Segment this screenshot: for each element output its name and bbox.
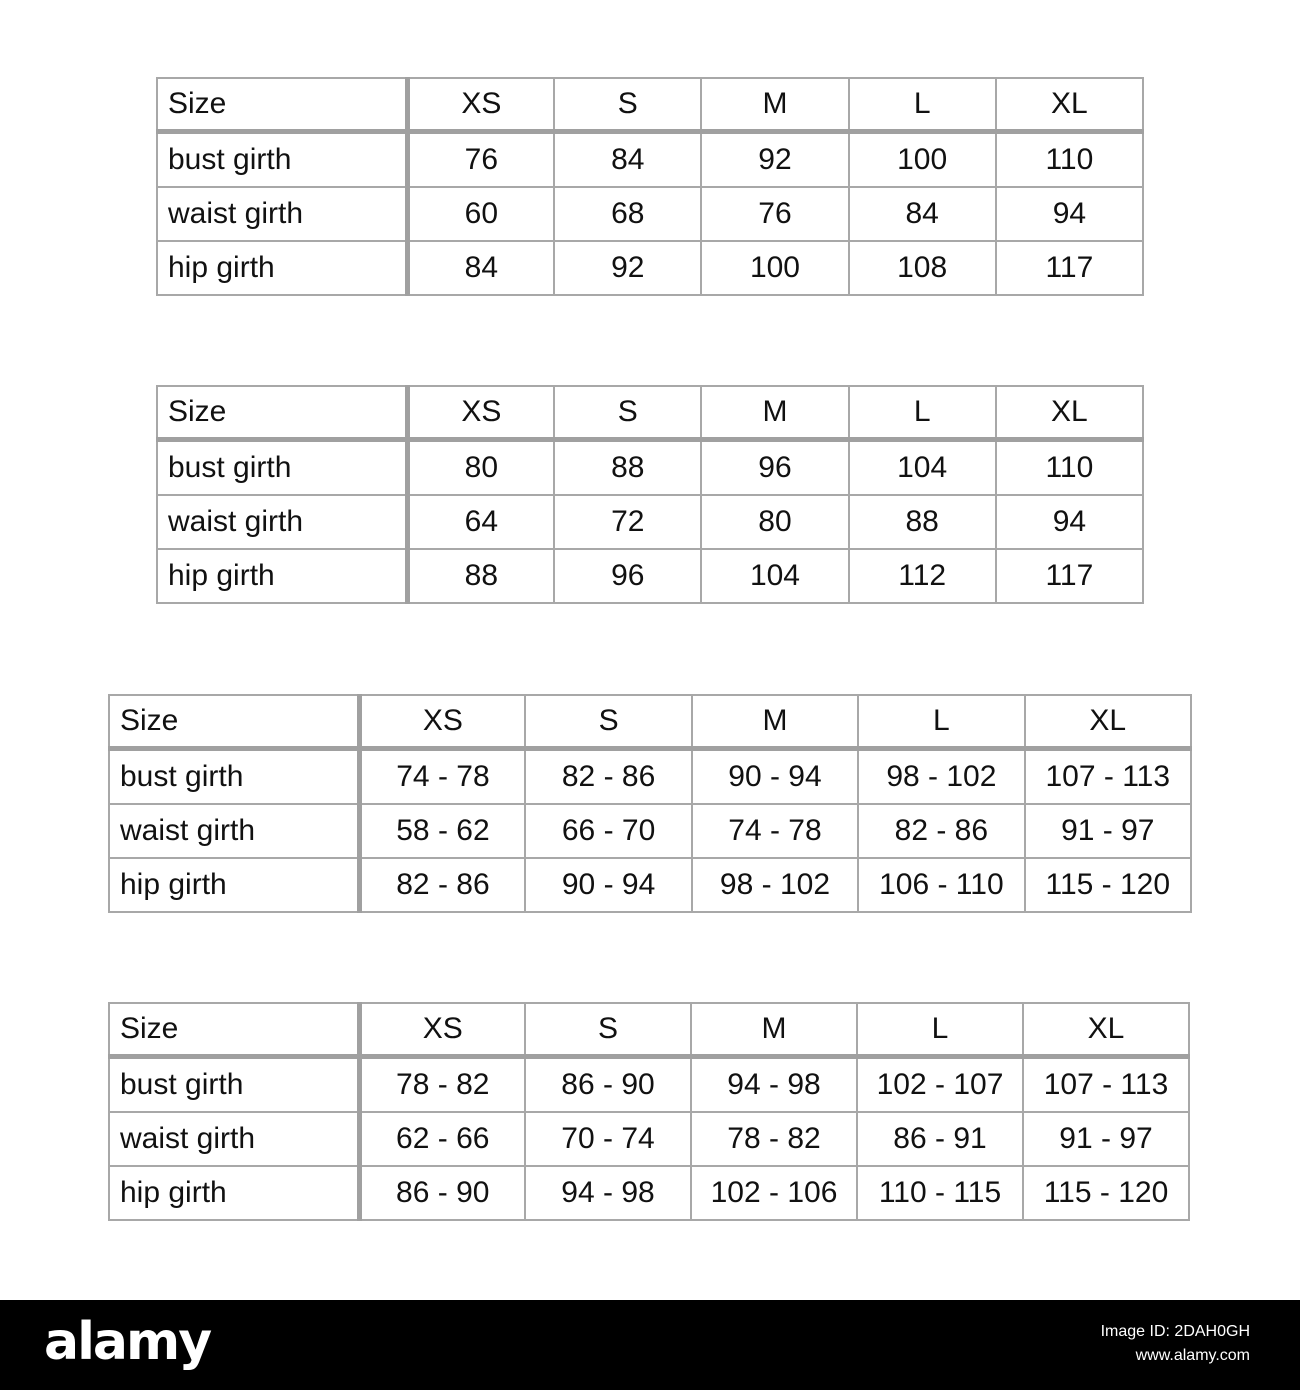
footer-bar (0, 1300, 1300, 1390)
cell-xs: 78 - 82 (359, 1057, 525, 1113)
cell-xs: 60 (407, 187, 554, 241)
header-size-label: Size (157, 386, 407, 440)
cell-xs: 74 - 78 (359, 749, 525, 805)
header-m: M (701, 78, 848, 132)
cell-m: 80 (701, 495, 848, 549)
cell-l: 106 - 110 (858, 858, 1024, 912)
cell-xl: 110 (996, 132, 1143, 188)
size-chart-4 (108, 1002, 1190, 1221)
row-label: waist girth (157, 495, 407, 549)
header-size-label: Size (157, 78, 407, 132)
header-xs: XS (407, 386, 554, 440)
cell-m: 90 - 94 (692, 749, 858, 805)
header-s: S (525, 1003, 691, 1057)
cell-m: 78 - 82 (691, 1112, 857, 1166)
cell-xl: 115 - 120 (1023, 1166, 1189, 1220)
cell-xl: 94 (996, 495, 1143, 549)
cell-m: 76 (701, 187, 848, 241)
header-l: L (858, 695, 1024, 749)
cell-xs: 86 - 90 (359, 1166, 525, 1220)
cell-s: 68 (554, 187, 701, 241)
header-l: L (849, 386, 996, 440)
row-label: hip girth (109, 858, 359, 912)
row-label: hip girth (157, 241, 407, 295)
cell-l: 88 (849, 495, 996, 549)
header-row (157, 78, 1143, 132)
cell-s: 70 - 74 (525, 1112, 691, 1166)
header-xs: XS (407, 78, 554, 132)
table-row-waist (109, 804, 1191, 858)
table-row-hip (109, 858, 1191, 912)
header-xl: XL (1023, 1003, 1189, 1057)
cell-m: 92 (701, 132, 848, 188)
header-xs: XS (359, 695, 525, 749)
cell-s: 72 (554, 495, 701, 549)
table-row-bust (157, 440, 1143, 496)
cell-m: 74 - 78 (692, 804, 858, 858)
cell-l: 98 - 102 (858, 749, 1024, 805)
cell-l: 100 (849, 132, 996, 188)
row-label: bust girth (157, 440, 407, 496)
row-label: waist girth (109, 1112, 359, 1166)
row-label: bust girth (109, 749, 359, 805)
header-row (157, 386, 1143, 440)
cell-s: 82 - 86 (525, 749, 691, 805)
cell-xs: 84 (407, 241, 554, 295)
header-row (109, 695, 1191, 749)
table-row-waist (109, 1112, 1189, 1166)
cell-l: 108 (849, 241, 996, 295)
cell-xs: 80 (407, 440, 554, 496)
cell-m: 96 (701, 440, 848, 496)
cell-xl: 117 (996, 241, 1143, 295)
cell-xl: 110 (996, 440, 1143, 496)
cell-s: 96 (554, 549, 701, 603)
cell-m: 94 - 98 (691, 1057, 857, 1113)
cell-xs: 64 (407, 495, 554, 549)
header-m: M (701, 386, 848, 440)
cell-s: 90 - 94 (525, 858, 691, 912)
header-s: S (554, 386, 701, 440)
cell-xs: 82 - 86 (359, 858, 525, 912)
table-row-waist (157, 187, 1143, 241)
cell-l: 82 - 86 (858, 804, 1024, 858)
cell-m: 102 - 106 (691, 1166, 857, 1220)
header-xl: XL (1025, 695, 1191, 749)
cell-xl: 107 - 113 (1025, 749, 1191, 805)
header-m: M (691, 1003, 857, 1057)
cell-xs: 58 - 62 (359, 804, 525, 858)
cell-s: 92 (554, 241, 701, 295)
row-label: bust girth (109, 1057, 359, 1113)
cell-s: 94 - 98 (525, 1166, 691, 1220)
header-s: S (525, 695, 691, 749)
table-row-hip (109, 1166, 1189, 1220)
cell-xs: 76 (407, 132, 554, 188)
table-row-bust (109, 1057, 1189, 1113)
cell-xl: 91 - 97 (1025, 804, 1191, 858)
cell-xl: 91 - 97 (1023, 1112, 1189, 1166)
cell-xl: 115 - 120 (1025, 858, 1191, 912)
cell-m: 98 - 102 (692, 858, 858, 912)
table-row-bust (157, 132, 1143, 188)
row-label: waist girth (157, 187, 407, 241)
cell-l: 86 - 91 (857, 1112, 1023, 1166)
cell-xs: 88 (407, 549, 554, 603)
header-m: M (692, 695, 858, 749)
row-label: hip girth (109, 1166, 359, 1220)
row-label: waist girth (109, 804, 359, 858)
site-url-text: www.alamy.com (1135, 1347, 1250, 1364)
cell-xl: 117 (996, 549, 1143, 603)
image-id-block (1101, 1320, 1250, 1368)
cell-l: 110 - 115 (857, 1166, 1023, 1220)
image-id-text: Image ID: 2DAH0GH (1100, 1323, 1250, 1340)
table-row-hip (157, 241, 1143, 295)
brand-logo: alamy (44, 1312, 211, 1372)
header-l: L (849, 78, 996, 132)
header-l: L (857, 1003, 1023, 1057)
cell-m: 100 (701, 241, 848, 295)
table-row-hip (157, 549, 1143, 603)
size-chart-1 (156, 77, 1144, 296)
cell-l: 112 (849, 549, 996, 603)
cell-l: 104 (849, 440, 996, 496)
row-label: bust girth (157, 132, 407, 188)
cell-s: 86 - 90 (525, 1057, 691, 1113)
cell-l: 84 (849, 187, 996, 241)
row-label: hip girth (157, 549, 407, 603)
header-size-label: Size (109, 695, 359, 749)
header-row (109, 1003, 1189, 1057)
header-s: S (554, 78, 701, 132)
table-row-bust (109, 749, 1191, 805)
header-xl: XL (996, 78, 1143, 132)
header-size-label: Size (109, 1003, 359, 1057)
table-row-waist (157, 495, 1143, 549)
cell-xl: 94 (996, 187, 1143, 241)
cell-l: 102 - 107 (857, 1057, 1023, 1113)
cell-m: 104 (701, 549, 848, 603)
cell-xl: 107 - 113 (1023, 1057, 1189, 1113)
size-chart-3 (108, 694, 1192, 913)
cell-s: 66 - 70 (525, 804, 691, 858)
cell-s: 84 (554, 132, 701, 188)
cell-xs: 62 - 66 (359, 1112, 525, 1166)
header-xs: XS (359, 1003, 525, 1057)
cell-s: 88 (554, 440, 701, 496)
size-chart-2 (156, 385, 1144, 604)
header-xl: XL (996, 386, 1143, 440)
